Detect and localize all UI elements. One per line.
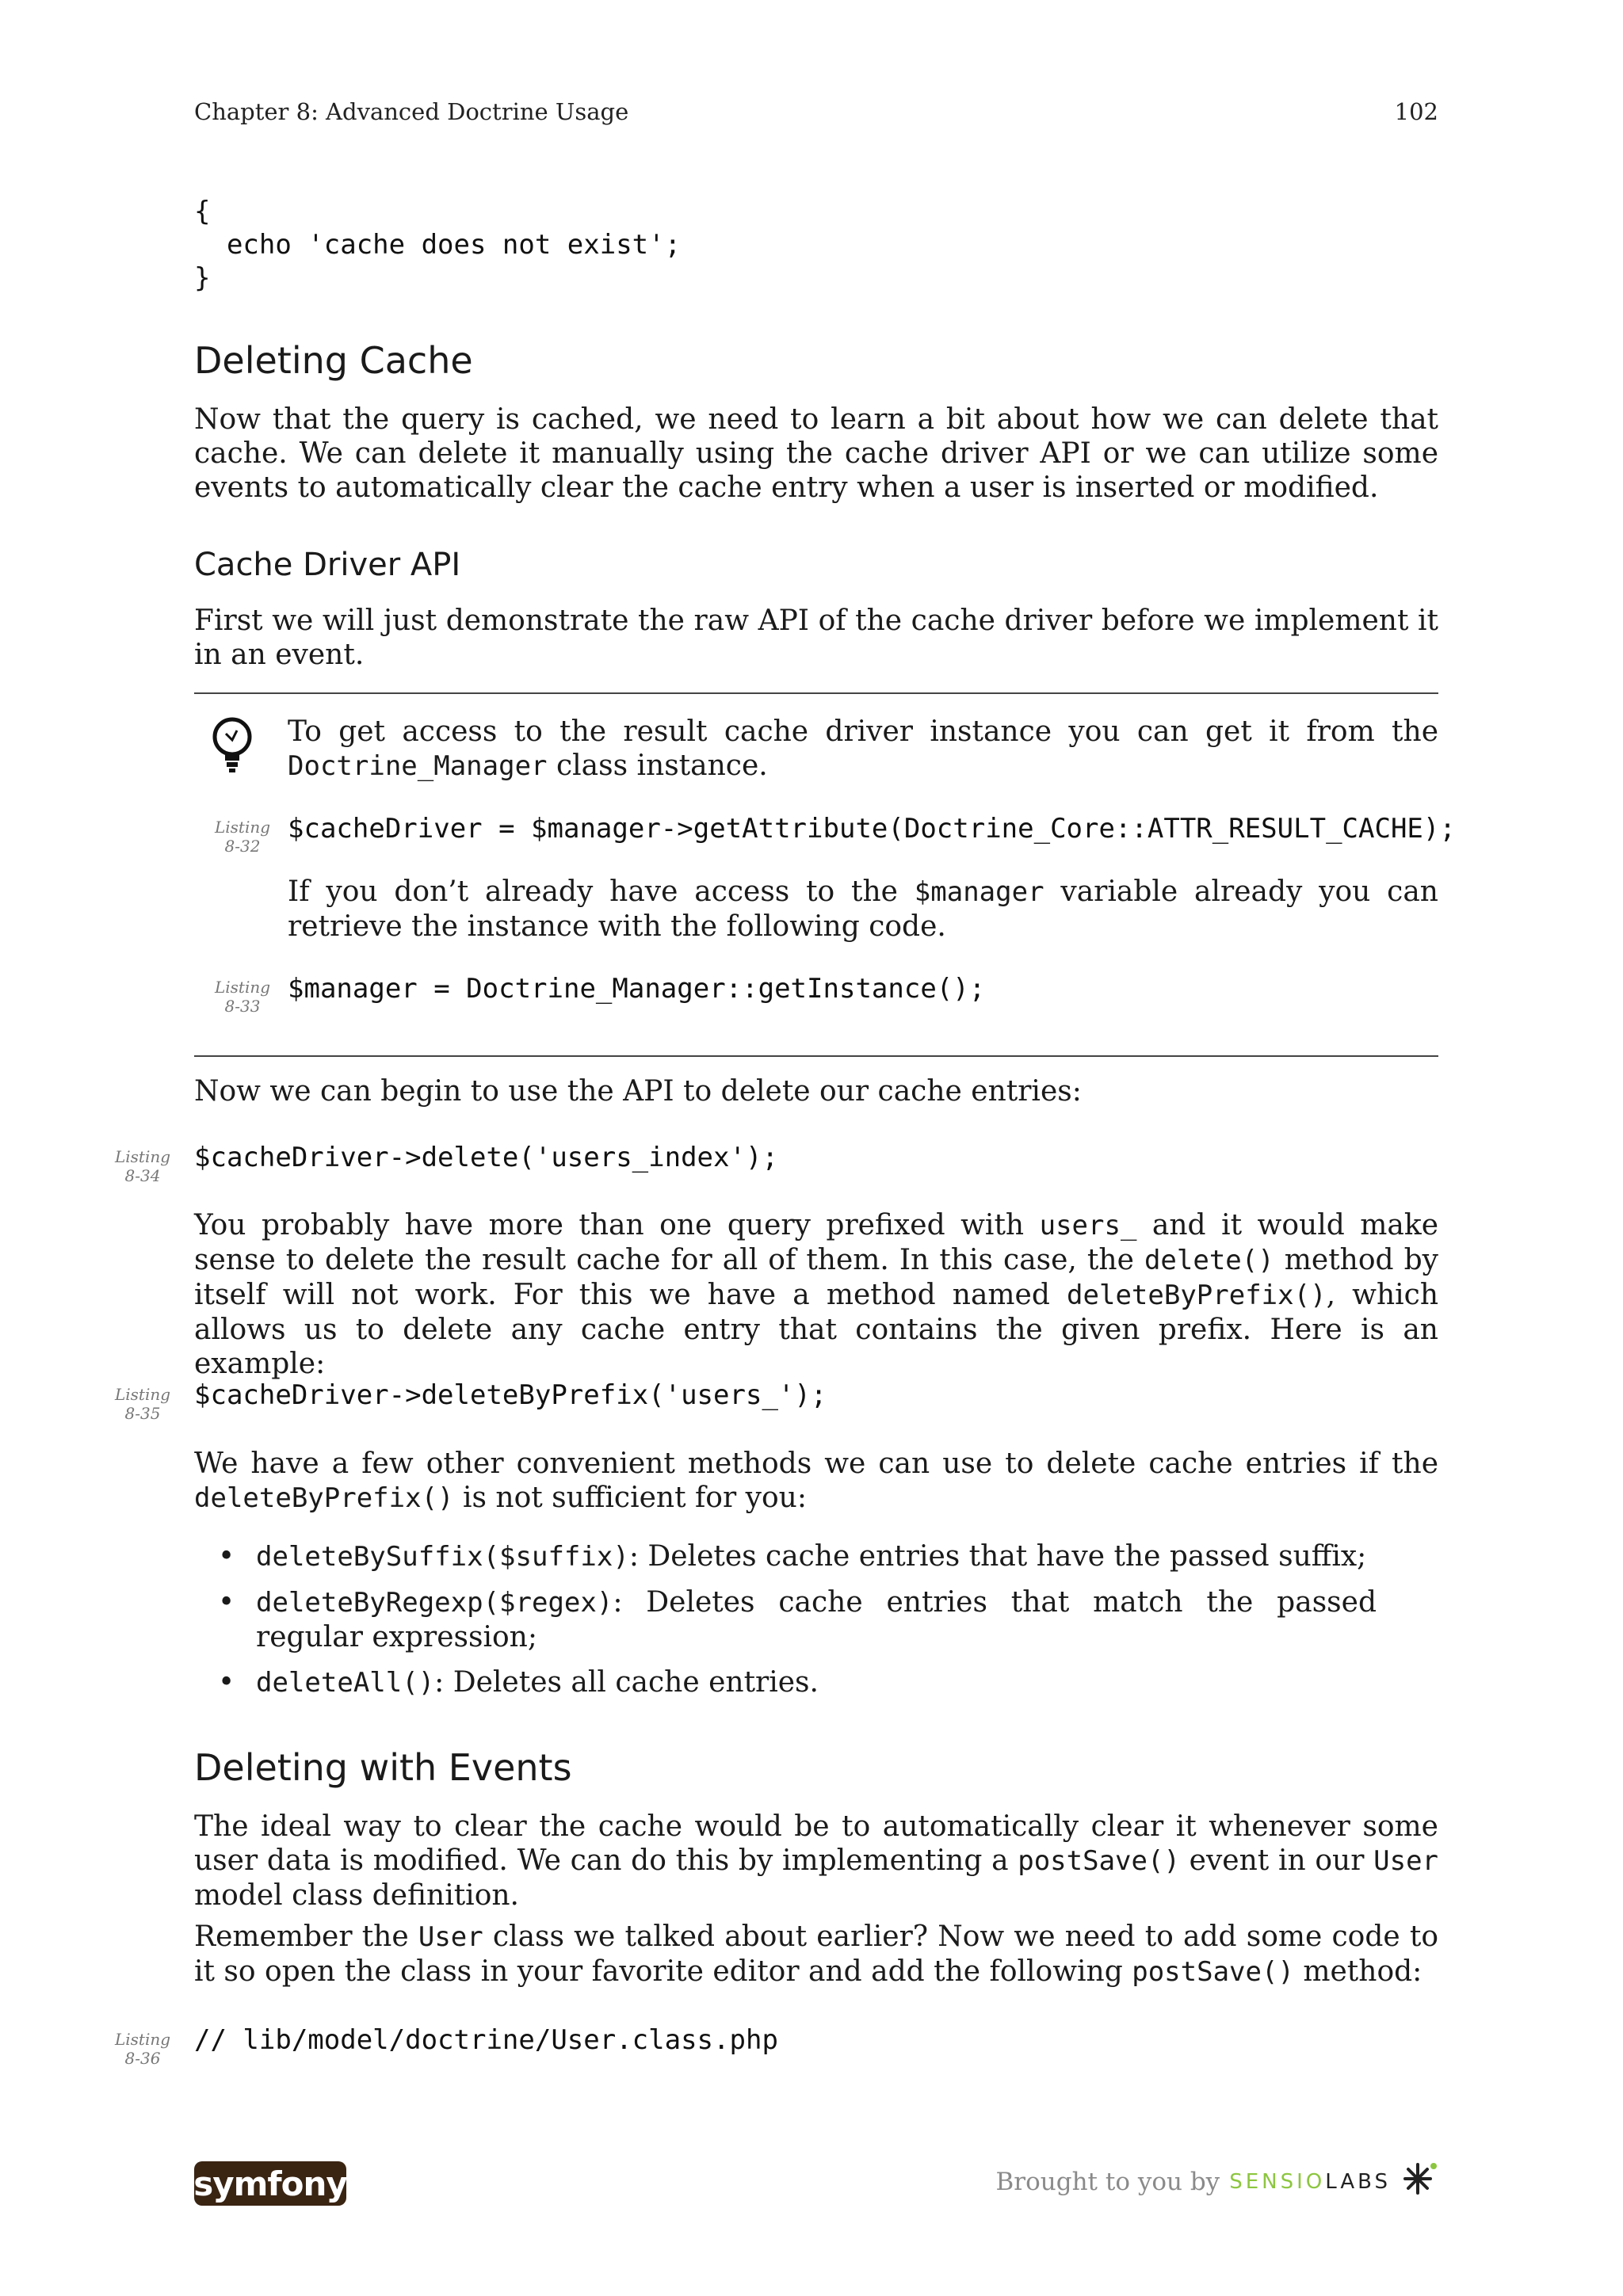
tip-top-rule (194, 692, 1438, 694)
subsection-heading-cache-driver-api: Cache Driver API (194, 547, 461, 583)
inline-code: Doctrine_Manager (288, 750, 548, 782)
code-line: echo 'cache does not exist'; (194, 229, 682, 261)
inline-code: deleteAll() (256, 1667, 435, 1699)
method-list (194, 1539, 1438, 1711)
code-listing-8-36: // lib/model/doctrine/User.class.php (194, 2024, 778, 2056)
paragraph: Remember the User class we talked about earlier? Now we need to add some code to it so open the class in your favorite editor and add the following postSave() method: (194, 1920, 1439, 1988)
listing-label-8-33: Listing 8-33 (214, 978, 271, 1016)
paragraph: The ideal way to clear the cache would be to automatically clear it whenever some user data is modified. We can do this by implementing a postSave() event in our User model class definition. (194, 1810, 1439, 1912)
tip-bottom-rule (194, 1055, 1438, 1057)
sensiolabs-logo: SENSIOLABS (1229, 2170, 1391, 2194)
inline-code: deleteByPrefix() (1067, 1280, 1327, 1311)
inline-code: postSave() (1132, 1956, 1294, 1988)
page-number: 102 (1394, 98, 1438, 125)
inline-code: deleteByRegexp($regex) (256, 1587, 613, 1619)
list-item: • deleteByRegexp($regex): Deletes cache entries that match the passed regular expression; (218, 1586, 1377, 1653)
code-listing-8-35: $cacheDriver->deleteByPrefix('users_'); (194, 1379, 827, 1411)
section-heading-deleting-with-events: Deleting with Events (194, 1746, 572, 1789)
code-line: { (194, 196, 211, 227)
paragraph: We have a few other convenient methods we can use to delete cache entries if the deleteByPrefix() is not sufficient for you: (194, 1447, 1438, 1514)
inline-code: User (418, 1921, 483, 1953)
listing-label-8-34: Listing 8-34 (114, 1147, 171, 1185)
footer-credit (996, 2158, 1438, 2206)
paragraph: Now that the query is cached, we need to learn a bit about how we can delete that cache. We can delete it manually using the cache driver API or we can utilize some events to automatically clear the cache entry when a user is inserted or modified. (194, 403, 1438, 504)
inline-code: postSave() (1018, 1845, 1180, 1877)
sensiolabs-star-icon (1400, 2160, 1438, 2204)
listing-label-8-35: Listing 8-35 (114, 1385, 171, 1423)
code-listing-8-34: $cacheDriver->delete('users_index'); (194, 1142, 778, 1173)
tip-text: If you don’t already have access to the $manager variable already you can retrieve the instance with the following code. (288, 875, 1438, 943)
list-item: • deleteAll(): Deletes all cache entries. (218, 1666, 819, 1699)
code-listing-8-33: $manager = Doctrine_Manager::getInstance(); (288, 973, 986, 1005)
listing-label-8-36: Listing 8-36 (114, 2030, 171, 2068)
paragraph: Now we can begin to use the API to delete our cache entries: (194, 1075, 1082, 1108)
symfony-logo: symfony (194, 2161, 346, 2206)
lightbulb-icon (210, 715, 254, 778)
code-fragment (194, 195, 1438, 295)
inline-code: $manager (914, 876, 1044, 908)
running-header (194, 98, 1438, 125)
inline-code: deleteByPrefix() (194, 1482, 454, 1514)
chapter-title: Chapter 8: Advanced Doctrine Usage (194, 98, 629, 125)
list-item: • deleteBySuffix($suffix): Deletes cache entries that have the passed suffix; (218, 1540, 1367, 1573)
inline-code: deleteBySuffix($suffix) (256, 1541, 629, 1573)
tip-text: To get access to the result cache driver instance you can get it from the Doctrine_Manager class instance. (288, 715, 1438, 782)
section-heading-deleting-cache: Deleting Cache (194, 339, 473, 382)
paragraph: First we will just demonstrate the raw API of the cache driver before we implement it in an event. (194, 605, 1438, 671)
inline-code: users_ (1039, 1210, 1137, 1241)
paragraph: You probably have more than one query prefixed with users_ and it would make sense to delete the result cache for all of them. In this case, the delete() method by itself will not work. For this we have a method named deleteByPrefix(), which allows us to delete any cache entry that contains the given prefix. Here is an example: (194, 1209, 1438, 1380)
listing-label-8-32: Listing 8-32 (214, 818, 271, 856)
brought-by-text: Brought to you by (995, 2168, 1220, 2196)
inline-code: User (1373, 1845, 1439, 1877)
code-line: } (194, 262, 211, 294)
inline-code: delete() (1144, 1245, 1274, 1276)
code-listing-8-32: $cacheDriver = $manager->getAttribute(Doctrine_Core::ATTR_RESULT_CACHE); (288, 813, 1456, 845)
